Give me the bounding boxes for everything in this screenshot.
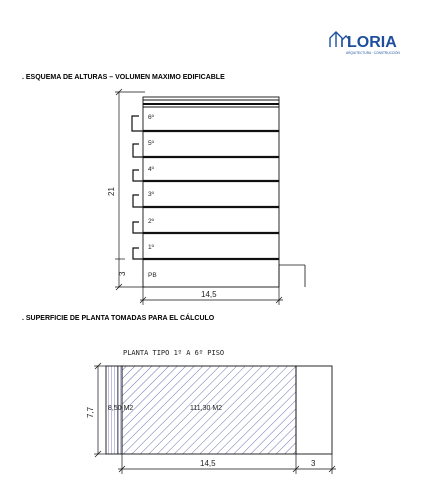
dim-plan-width-text: 14,5 <box>200 459 216 468</box>
plan-title: PLANTA TIPO 1º A 6º PISO <box>123 349 225 357</box>
balcony-6 <box>132 116 143 131</box>
floor-6 <box>143 107 279 131</box>
balcony-5 <box>133 144 143 157</box>
balcony-4 <box>133 170 143 181</box>
area-small-label: 8,50 M2 <box>108 405 134 412</box>
floor-boxes <box>143 97 305 287</box>
floor-label-5: 5º <box>148 140 154 147</box>
section-title-surface: . SUPERFICIE DE PLANTA TOMADAS PARA EL CÁLCULO <box>22 315 215 322</box>
balcony-3 <box>133 195 143 207</box>
floor-4 <box>143 157 279 181</box>
dim-width-text: 14,5 <box>201 290 217 299</box>
floor-label-3: 3º <box>148 191 154 198</box>
plan-extra-area <box>296 366 332 454</box>
floor-label-4: 4º <box>148 166 154 173</box>
balcony-brackets <box>132 116 143 259</box>
floor-label-pb: PB <box>148 272 157 279</box>
floor-label-6: 6º <box>148 114 154 121</box>
balcony-1 <box>133 248 143 259</box>
dim-depth <box>94 363 106 457</box>
logo-text: LORIA <box>347 34 397 51</box>
area-main-label: 111,30 M2 <box>190 405 223 412</box>
dim-depth-text: 7,7 <box>86 406 95 418</box>
balcony-2 <box>133 222 143 233</box>
dim-plan-width <box>118 454 336 474</box>
logo-tagline: ARQUITECTURA · CONSTRUCCIÓN <box>346 51 400 55</box>
floor-1 <box>143 233 279 259</box>
height-schema <box>115 89 305 305</box>
floor-5 <box>143 131 279 157</box>
dim-height <box>115 89 145 290</box>
floor-pb <box>143 259 279 287</box>
floor-2 <box>143 207 279 233</box>
dim-plan-extra-text: 3 <box>311 459 316 468</box>
section-title-heights: . ESQUEMA DE ALTURAS – VOLUMEN MAXIMO EDIFICABLE <box>22 74 225 81</box>
floor-label-2: 2º <box>148 218 154 225</box>
loria-logo <box>330 32 401 55</box>
dim-pb-text: 3 <box>118 271 127 276</box>
floor-3 <box>143 181 279 207</box>
floor-label-1: 1º <box>148 244 154 251</box>
roof-band <box>143 97 279 107</box>
dim-height-text: 21 <box>107 187 116 196</box>
